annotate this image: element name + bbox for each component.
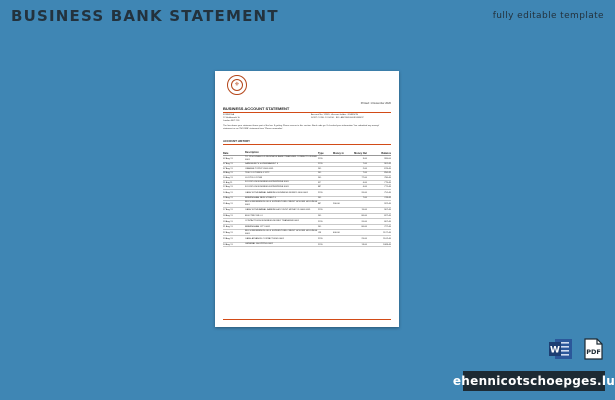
col-money-in: Money in	[333, 151, 344, 155]
cell-description: ORANGE TOPUP 0100 0001	[245, 167, 274, 170]
cell-type: POS	[318, 220, 323, 223]
cell-date: 10 Aug 11	[223, 177, 233, 180]
cell-date: 14 Aug 11	[223, 191, 233, 194]
cell-money-out: 4.00	[362, 186, 367, 189]
cell-balance: 1127.40	[383, 231, 391, 234]
svg-text:PDF: PDF	[586, 348, 601, 356]
word-icon[interactable]	[549, 338, 573, 360]
cell-description: TO 12 HOUSEHOLD BUSINESS BANK TRANSFER CONNECTION 0000 0001	[245, 156, 317, 161]
cell-date: 15 Aug 11	[223, 202, 233, 205]
cell-description: CASH WITHDRAWAL BANKING ACCOUNT MONEY ID 0000 0001	[245, 209, 311, 212]
cell-money-out: 7.00	[362, 197, 367, 200]
sort-code: SORT CODE: 12-34-56 · BIC: ABCDEFGHIJKLMNOP	[311, 117, 364, 119]
cell-date: 18 Aug 11	[223, 214, 233, 217]
cell-type: POS	[318, 238, 323, 241]
cell-description: CASH ADVANCE CONTACTLESS 0001	[245, 237, 285, 240]
cell-money-out: 80.00	[361, 226, 367, 229]
cell-money-out: 7.00	[362, 163, 367, 166]
cell-description: LLOYDS 0 12345	[245, 176, 263, 179]
col-type: Type	[318, 151, 324, 155]
cell-date: 21 Aug 11	[223, 226, 233, 229]
banner-title: BUSINESS BANK STATEMENT	[11, 7, 279, 25]
cell-description: BIRMINGHAM CITY 0001	[245, 225, 271, 228]
cell-date: 08 Aug 11	[223, 172, 233, 175]
cell-type: DD	[318, 197, 322, 200]
cell-type: DD	[318, 177, 322, 180]
cell-description: SAINSBURYS SUPERMARKET 0	[245, 163, 279, 165]
banner-subtitle: fully editable template	[492, 11, 604, 21]
cell-money-out: 80.00	[361, 214, 367, 217]
cell-money-out: 13.00	[361, 243, 367, 246]
cell-date: 11 Aug 11	[223, 181, 233, 184]
cell-description: TESCO STORES 0 3172	[245, 172, 270, 175]
cell-description: BILLS REFERENCE 000 0 SUPERSTORE CREDIT HOLDER HOLDINGS 0001	[245, 201, 318, 206]
cell-type: FP	[318, 181, 321, 184]
cell-type: CR	[318, 231, 322, 234]
cell-type: POS	[318, 191, 323, 194]
cell-type: POS	[318, 157, 323, 160]
cell-money-in: 400.00	[333, 231, 340, 234]
section-title: ACCOUNT HISTORY	[223, 139, 251, 143]
col-balance: Balance	[381, 151, 391, 155]
cell-description: FOODPLUS BUSINESS ENTERPRISE 0001	[245, 181, 289, 184]
pdf-icon[interactable]	[582, 338, 604, 360]
cell-date: 17 Aug 11	[223, 209, 233, 212]
statement-document	[215, 71, 399, 327]
cell-balance: 780.40	[384, 177, 391, 180]
company-address	[223, 114, 240, 123]
cell-balance: 876.40	[384, 167, 391, 170]
cell-date: 07 Aug 11	[223, 167, 233, 170]
svg-text:W: W	[550, 345, 560, 356]
cell-description: GENERAL SHOPPING 0001	[245, 243, 274, 246]
cell-date: 02 Aug 11	[223, 157, 233, 160]
cell-balance: 771.40	[384, 186, 391, 189]
cell-money-out: 77.00	[361, 177, 367, 180]
cell-balance: 907.40	[384, 209, 391, 212]
cell-description: BIRMINGHAM NEW STREET 0	[245, 197, 276, 200]
cell-balance: 727.40	[384, 226, 391, 229]
cell-date: 14 Aug 11	[223, 197, 233, 200]
cell-money-out: 4.00	[362, 181, 367, 184]
cell-type: DD	[318, 214, 322, 217]
transactions-table	[223, 151, 391, 247]
cell-money-out: 20.00	[361, 191, 367, 194]
company-city: London SE7 2JS	[223, 120, 240, 122]
document-title: BUSINESS ACCOUNT STATEMENT	[223, 106, 290, 111]
cell-description: CASH WITHDRAWAL BANKING BUSINESS MONEY 0000 0001	[245, 191, 309, 194]
cell-type: DD	[318, 226, 322, 229]
cell-type: POS	[318, 163, 323, 166]
cell-type: POS	[318, 243, 323, 246]
cell-balance: 751.40	[384, 191, 391, 194]
cell-balance: 807.40	[384, 220, 391, 223]
cell-balance: 827.40	[384, 214, 391, 217]
cell-money-out: 3.00	[362, 157, 367, 160]
cell-balance: 922.40	[384, 202, 391, 205]
cell-balance: 901.40	[384, 163, 391, 166]
col-money-out: Money Out	[354, 151, 367, 155]
cell-description: BILLS REFERENCE 000 0 SUPERSTORE CREDIT HOLDER HOLDINGS 0001	[245, 230, 318, 235]
cell-money-in: 200.00	[333, 202, 340, 205]
cell-money-out: 15.00	[361, 209, 367, 212]
col-date: Date	[223, 151, 229, 155]
print-date: Printed: 1 December 2020	[360, 102, 391, 105]
cell-type: POS	[318, 209, 323, 212]
cell-date: 22 Aug 11	[223, 231, 233, 234]
cell-description: FOODPLUS BUSINESS ENTERPRISE 0001	[245, 185, 289, 188]
cell-money-out: 25.00	[361, 238, 367, 241]
intro-text: The line above your statement forms part of the bar. If getting Please ensure to this section. Bank code go. If checked your information You submitted any money/ statement as an 'INCOME' statement form 'Please remember'.	[223, 125, 380, 130]
cell-type: BP	[318, 186, 321, 189]
cell-date: 07 Aug 11	[223, 163, 233, 166]
cell-type: BP	[318, 202, 321, 205]
table-row	[223, 243, 391, 248]
col-description: Description	[245, 150, 259, 154]
bank-logo-icon: ⚜	[227, 75, 247, 95]
cell-description: ELECTRIC BILL 0	[245, 214, 263, 217]
cell-date: 23 Aug 11	[223, 238, 233, 241]
footer-divider	[223, 319, 391, 320]
cell-money-out: 2.00	[362, 167, 367, 170]
account-info	[311, 114, 364, 120]
cell-balance: 995.00	[384, 157, 391, 160]
website-badge[interactable]: ehennicotschoepges.lu	[463, 371, 605, 391]
company-street: 12 Holdsworth St	[223, 117, 240, 119]
account-number: Account No: 12345 · Account holder: JOHNSON	[311, 114, 358, 116]
cell-balance: 1089.40	[383, 243, 391, 246]
cell-type: DD	[318, 167, 322, 170]
cell-description: CONTACTLESS BUSINESS MONEY TRANSFER 0001	[245, 220, 300, 223]
cell-money-out: 7.00	[362, 172, 367, 175]
title-divider	[223, 112, 391, 113]
cell-balance: 775.40	[384, 181, 391, 184]
cell-type: DD	[318, 172, 322, 175]
cell-date: 24 Aug 11	[223, 243, 233, 246]
company-name: FORMOSA	[223, 114, 235, 116]
cell-balance: 1102.40	[383, 238, 391, 241]
cell-balance: 850.40	[384, 172, 391, 175]
cell-money-out: 20.00	[361, 220, 367, 223]
cell-date: 19 Aug 11	[223, 220, 233, 223]
section-divider	[223, 144, 391, 145]
cell-date: 12 Aug 11	[223, 186, 233, 189]
cell-balance: 744.40	[384, 197, 391, 200]
